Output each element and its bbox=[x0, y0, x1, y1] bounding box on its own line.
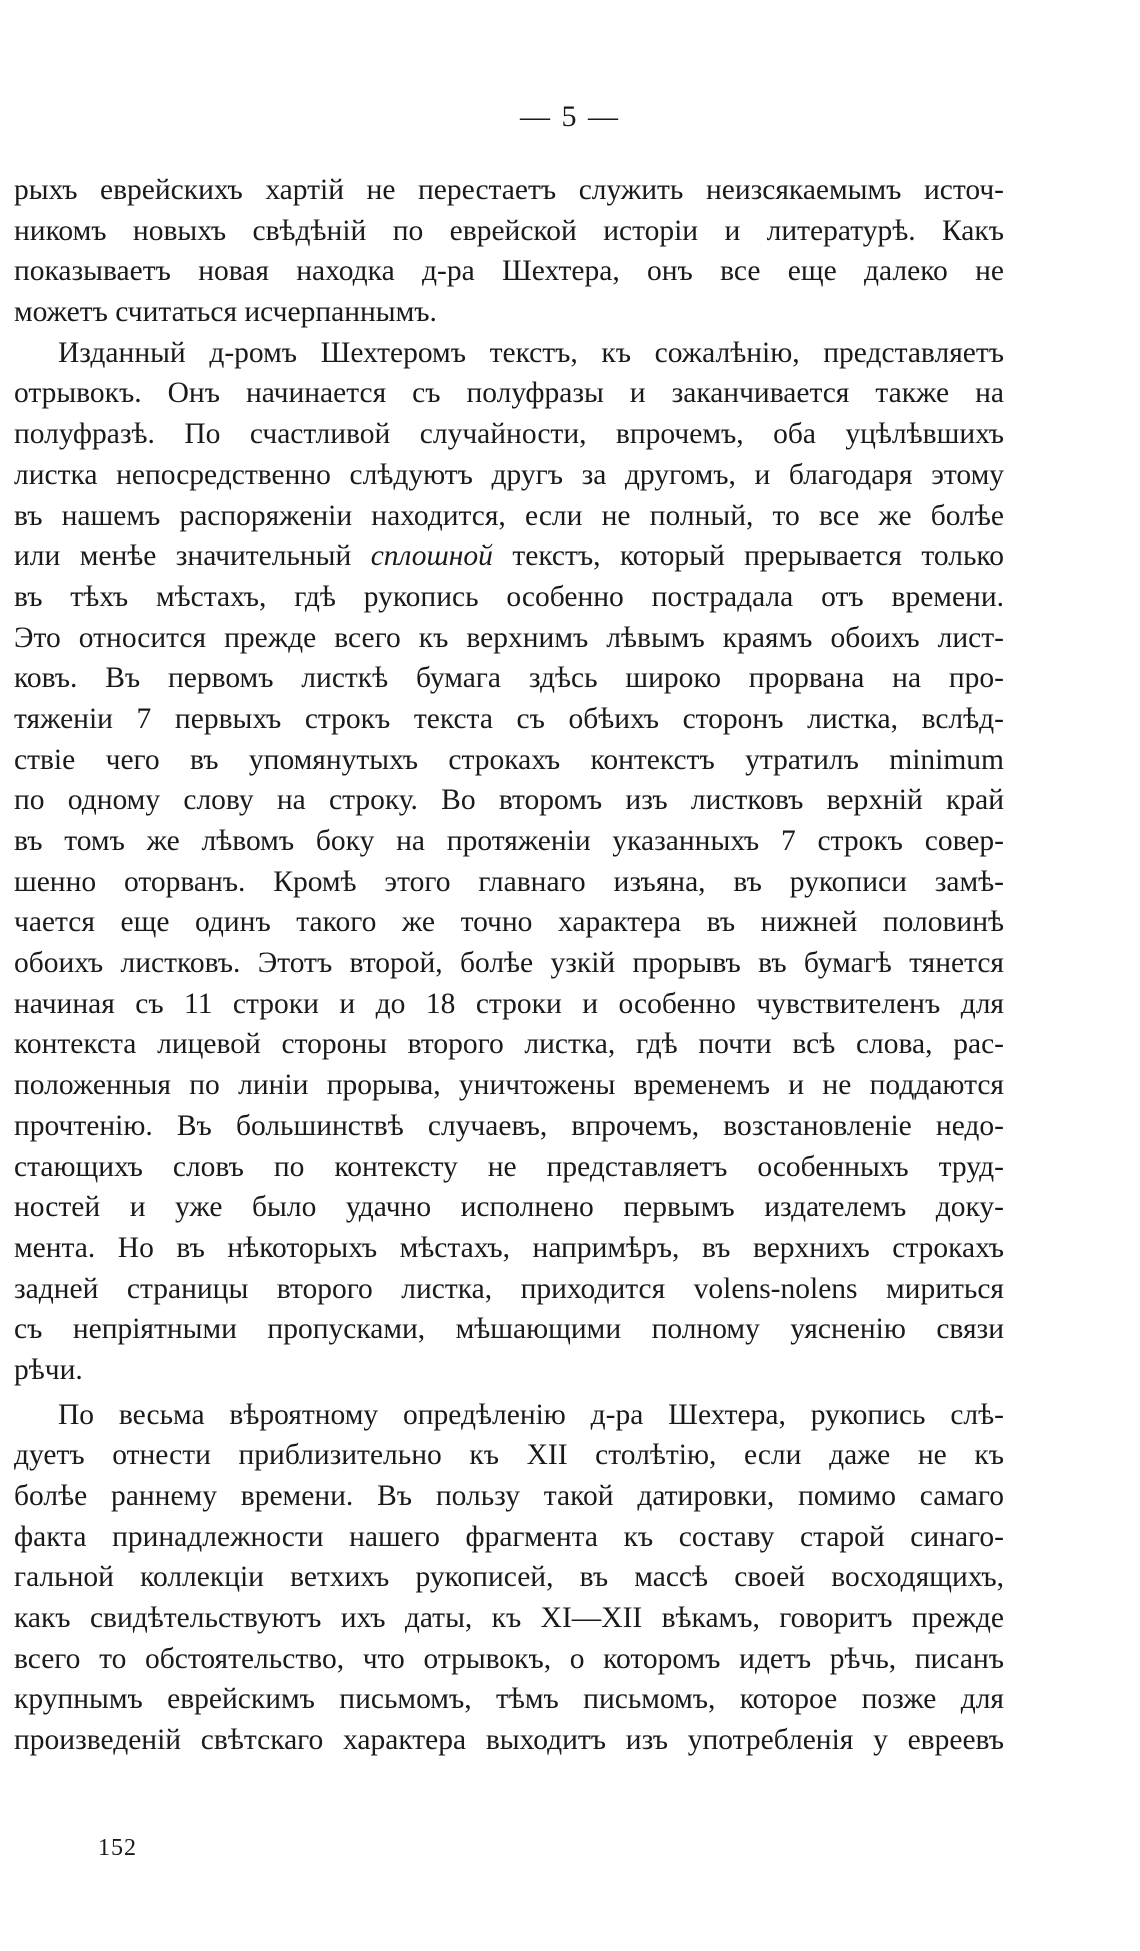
text-line: прочтенію. Въ большинствѣ случаевъ, впрочемъ, возстановленіе недо- bbox=[14, 1109, 1004, 1142]
text-line: ствіе чего въ упомянутыхъ строкахъ контекстъ утратилъ minimum bbox=[14, 743, 1004, 776]
text-line: стающихъ словъ по контексту не представляетъ особенныхъ труд- bbox=[14, 1150, 1004, 1183]
text-line: контекста лицевой стороны второго листка, гдѣ почти всѣ слова, рас- bbox=[14, 1028, 1004, 1061]
text-line: въ нашемъ распоряженіи находится, если не полный, то все же болѣе bbox=[14, 499, 1004, 532]
text-line: можетъ считаться исчерпаннымъ. bbox=[14, 296, 437, 329]
text-line: Это относится прежде всего къ верхнимъ лѣвымъ краямъ обоихъ лист- bbox=[14, 621, 1004, 654]
text-line: дуетъ отнести приблизительно къ XII столѣтію, если даже не къ bbox=[14, 1439, 1004, 1472]
text-line: ковъ. Въ первомъ листкѣ бумага здѣсь широко прорвана на про- bbox=[14, 662, 1004, 695]
text-line: по одному слову на строку. Во второмъ изъ листковъ верхній край bbox=[14, 784, 1004, 817]
text-line: мента. Но въ нѣкоторыхъ мѣстахъ, напримѣръ, въ верхнихъ строкахъ bbox=[14, 1231, 1004, 1264]
page-number: — 5 — bbox=[520, 100, 620, 133]
text-line: рыхъ еврейскихъ хартій не перестаетъ служить неизсякаемымъ источ- bbox=[14, 174, 1004, 206]
text-line: ностей и уже было удачно исполнено первымъ издателемъ доку- bbox=[14, 1191, 1004, 1224]
text-line: какъ свидѣтельствуютъ ихъ даты, къ XI—XII вѣкамъ, говоритъ прежде bbox=[14, 1602, 1004, 1635]
text-line: задней страницы второго листка, приходится volens-nolens мириться bbox=[14, 1272, 1004, 1305]
text-fragment: текстъ, который прерывается только bbox=[512, 540, 1004, 573]
text-line: обоихъ листковъ. Этотъ второй, болѣе узкій прорывъ въ бумагѣ тянется bbox=[14, 947, 1004, 980]
text-line: крупнымъ еврейскимъ письмомъ, тѣмъ письмомъ, которое позже для bbox=[14, 1683, 1004, 1716]
text-line: начиная съ 11 строки и до 18 строки и особенно чувствителенъ для bbox=[14, 987, 1004, 1020]
text-line: никомъ новыхъ свѣдѣній по еврейской исторіи и литературѣ. Какъ bbox=[14, 214, 1004, 247]
text-line: съ непріятными пропусками, мѣшающими полному уясненію связи bbox=[14, 1313, 1004, 1346]
body-text bbox=[14, 170, 1004, 1761]
text-line: чается еще одинъ такого же точно характера въ нижней половинѣ bbox=[14, 906, 1004, 939]
text-line: всего то обстоятельство, что отрывокъ, о которомъ идетъ рѣчь, писанъ bbox=[14, 1642, 1004, 1675]
text-line: факта принадлежности нашего фрагмента къ составу старой синаго- bbox=[14, 1520, 1004, 1553]
text-line: рѣчи. bbox=[14, 1353, 83, 1386]
text-line: отрывокъ. Онъ начинается съ полуфразы и заканчивается также на bbox=[14, 377, 1004, 410]
text-line: полуфразѣ. По счастливой случайности, впрочемъ, оба уцѣлѣвшихъ bbox=[14, 418, 1004, 451]
text-line: въ томъ же лѣвомъ боку на протяженіи указанныхъ 7 строкъ совер- bbox=[14, 825, 1004, 857]
text-line: болѣе раннему времени. Въ пользу такой датировки, помимо самаго bbox=[14, 1480, 1004, 1512]
text-line: листка непосредственно слѣдуютъ другъ за другомъ, и благодаря этому bbox=[14, 458, 1004, 491]
text-line: въ тѣхъ мѣстахъ, гдѣ рукопись особенно пострадала отъ времени. bbox=[14, 580, 1004, 613]
italic-word: сплошной bbox=[370, 540, 493, 573]
text-line: шенно оторванъ. Кромѣ этого главнаго изъяна, въ рукописи замѣ- bbox=[14, 865, 1004, 898]
printer-signature: 152 bbox=[98, 1835, 137, 1861]
text-line: произведеній свѣтскаго характера выходитъ изъ употребленія у евреевъ bbox=[14, 1724, 1004, 1757]
text-line-with-italic bbox=[14, 536, 1004, 577]
text-line: положенныя по линіи прорыва, уничтожены временемъ и не поддаются bbox=[14, 1069, 1004, 1102]
text-fragment: или менѣе значительный bbox=[14, 540, 352, 573]
text-line: тяженіи 7 первыхъ строкъ текста съ обѣихъ сторонъ листка, вслѣд- bbox=[14, 702, 1004, 735]
text-line: гальной коллекціи ветхихъ рукописей, въ массѣ своей восходящихъ, bbox=[14, 1561, 1004, 1594]
text-line: По весьма вѣроятному опредѣленію д-ра Шехтера, рукопись слѣ- bbox=[58, 1398, 1004, 1431]
text-line: Изданный д-ромъ Шехтеромъ текстъ, къ сожалѣнію, представляетъ bbox=[58, 336, 1004, 369]
text-line: показываетъ новая находка д-ра Шехтера, онъ все еще далеко не bbox=[14, 255, 1004, 288]
